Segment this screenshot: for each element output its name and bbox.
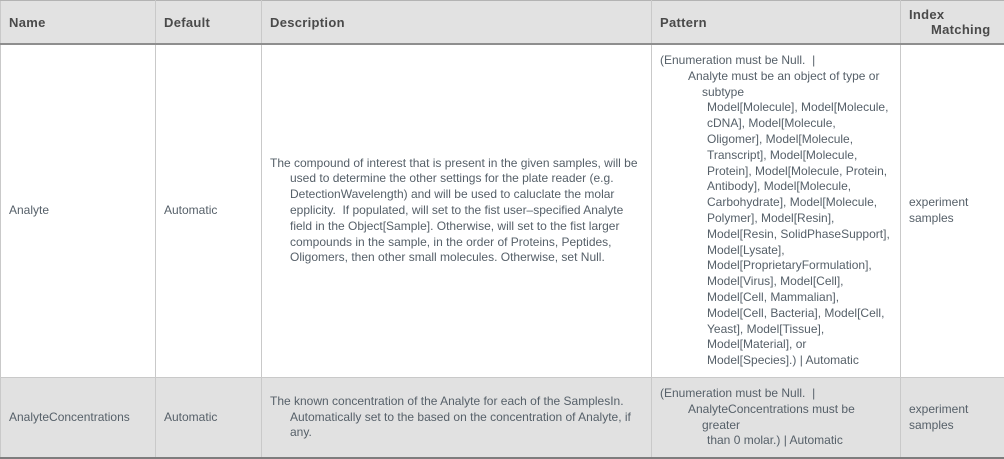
column-header-index-matching-label: Index Matching: [909, 7, 996, 37]
pattern-line: Carbohydrate], Model[Molecule,: [707, 195, 892, 211]
description-cell: [262, 44, 652, 377]
option-name: Analyte: [9, 203, 49, 217]
pattern-line: Model[Molecule], Model[Molecule,: [707, 100, 892, 116]
pattern-line: Oligomer], Model[Molecule,: [707, 132, 892, 148]
pattern-line: Model[Species].) | Automatic: [707, 353, 892, 369]
pattern-line: (Enumeration must be Null. |: [660, 53, 892, 69]
pattern-line: Model[Virus], Model[Cell],: [707, 274, 892, 290]
default-cell: [156, 377, 262, 458]
pattern-line: Polymer], Model[Resin],: [707, 211, 892, 227]
pattern-line: Yeast], Model[Tissue],: [707, 322, 892, 338]
pattern-line: Model[ProprietaryFormulation],: [707, 258, 892, 274]
column-header-pattern-label: Pattern: [660, 15, 892, 30]
index-matching-cell: [901, 377, 1004, 458]
default-cell: [156, 44, 262, 377]
pattern-line: than 0 molar.) | Automatic: [707, 433, 892, 449]
description-cell: [262, 377, 652, 458]
pattern-line: Model[Lysate],: [707, 243, 892, 259]
pattern-line: Model[Material], or: [707, 337, 892, 353]
column-header-name-label: Name: [9, 15, 147, 30]
pattern-line: AnalyteConcentrations must be greater: [688, 402, 892, 434]
index-matching-cell: [901, 44, 1004, 377]
name-cell: [1, 377, 156, 458]
header-row: [1, 1, 1004, 45]
column-header-default: [156, 1, 262, 45]
column-header-name: [1, 1, 156, 45]
option-default: Automatic: [164, 203, 217, 217]
pattern-line: cDNA], Model[Molecule,: [707, 116, 892, 132]
option-default: Automatic: [164, 410, 217, 424]
option-index-matching: experiment samples: [909, 195, 968, 225]
option-pattern: [660, 386, 892, 449]
column-header-description-label: Description: [270, 15, 643, 30]
pattern-line: Protein], Model[Molecule, Protein,: [707, 164, 892, 180]
option-pattern: [660, 53, 892, 369]
pattern-line: (Enumeration must be Null. |: [660, 386, 892, 402]
name-cell: [1, 44, 156, 377]
pattern-cell: [652, 44, 901, 377]
option-description: The compound of interest that is present in the given samples, will be used to determine the other settings for the plate reader (e.g. DetectionWavelength) and will be used to caluclate the molar epplicity. If populated, will set to the fist user–specified Analyte field in the Object[Sample]. Otherwise, will set to the fist larger compounds in the sample, in the order of Proteins, Peptides, Oligomers, then other small molecules. Otherwise, set Null.: [270, 156, 643, 267]
column-header-default-label: Default: [164, 15, 253, 30]
pattern-line: Model[Resin, SolidPhaseSupport],: [707, 227, 892, 243]
column-header-index-matching: [901, 1, 1004, 45]
pattern-line: Model[Cell, Bacteria], Model[Cell,: [707, 306, 892, 322]
column-header-pattern: [652, 1, 901, 45]
pattern-line: Antibody], Model[Molecule,: [707, 179, 892, 195]
option-name: AnalyteConcentrations: [9, 410, 130, 424]
pattern-line: Model[Cell, Mammalian],: [707, 290, 892, 306]
column-header-description: [262, 1, 652, 45]
table-row-analyte-concentrations: [1, 377, 1004, 458]
pattern-cell: [652, 377, 901, 458]
option-description: The known concentration of the Analyte for each of the SamplesIn. Automatically set to the based on the concentration of Analyte, if any.: [270, 394, 643, 441]
pattern-line: Transcript], Model[Molecule,: [707, 148, 892, 164]
option-index-matching: experiment samples: [909, 402, 968, 432]
pattern-line: Analyte must be an object of type or subtype: [688, 69, 892, 101]
table-row-analyte: [1, 44, 1004, 377]
